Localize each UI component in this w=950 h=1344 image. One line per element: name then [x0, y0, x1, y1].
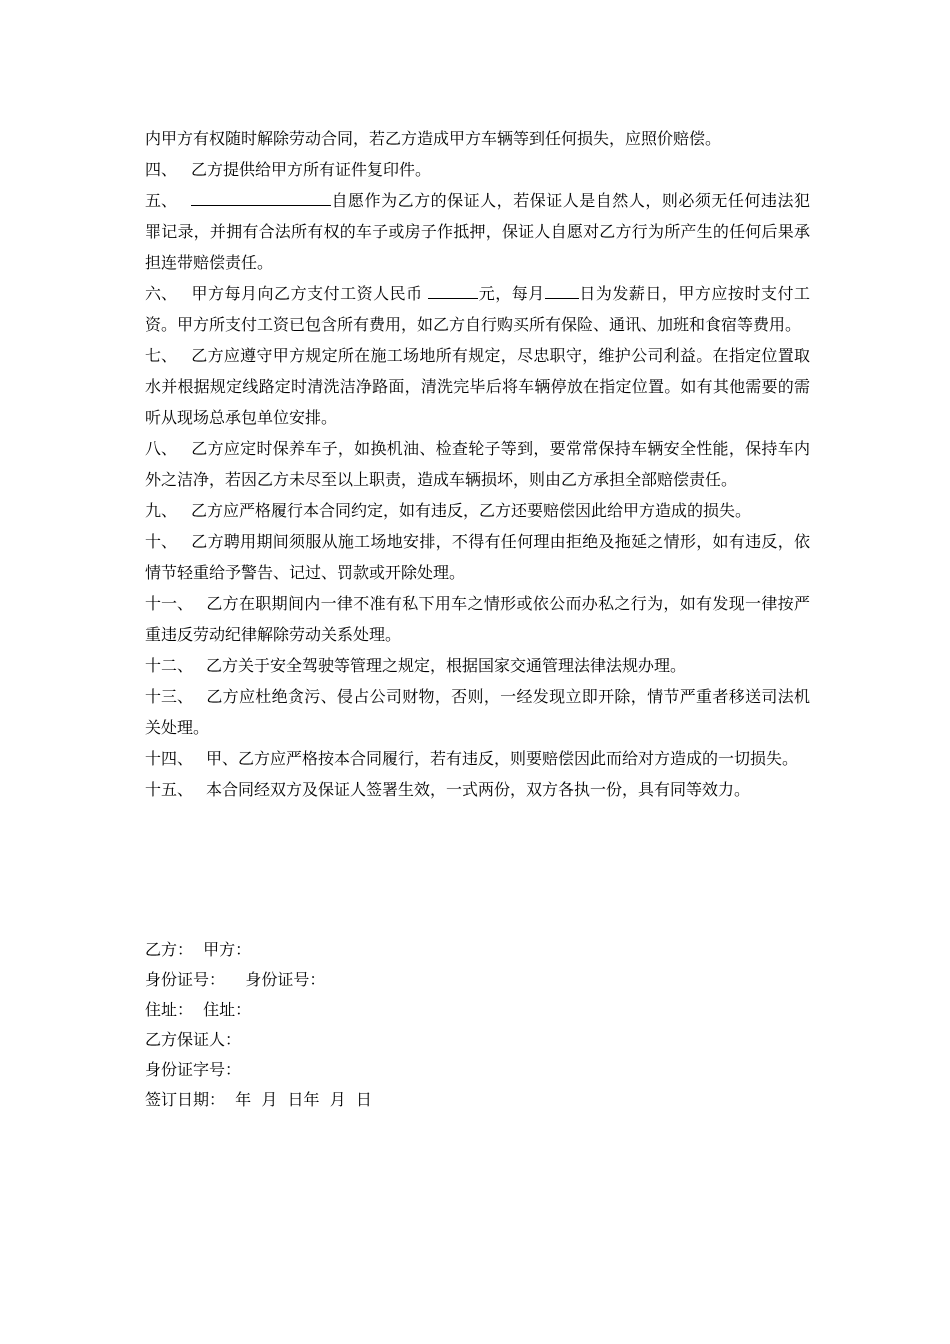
clause-text: 乙方应遵守甲方规定所在施工场地所有规定，尽忠职守，维护公司利益。在指定位置取水并根据规定线路定时清洗洁净路面，清洗完毕后将车辆停放在指定位置。如有其他需要的需听从现场总承包单位安排。	[145, 346, 810, 427]
clause-15	[145, 774, 810, 805]
id-number-line: 身份证号： 身份证号：	[145, 970, 326, 989]
clause-number: 六、	[145, 284, 178, 303]
clause-4	[145, 154, 810, 185]
payday-blank	[545, 280, 579, 299]
clause-number: 七、	[145, 346, 178, 365]
clause-text: 乙方聘用期间须服从施工场地安排，不得有任何理由拒绝及拖延之情形，如有违反，依情节轻重给予警告、记过、罚款或开除处理。	[145, 532, 810, 582]
clause-14	[145, 743, 810, 774]
clause-text: 自愿作为乙方的保证人，若保证人是自然人，则必须无任何违法犯罪记录，并拥有合法所有权的车子或房子作抵押，保证人自愿对乙方行为所产生的任何后果承担连带赔偿责任。	[145, 191, 810, 272]
clause-text: 本合同经双方及保证人签署生效，一式两份，双方各执一份，具有同等效力。	[206, 780, 751, 799]
clause-number: 四、	[145, 160, 178, 179]
clause-text: 乙方应杜绝贪污、侵占公司财物，否则，一经发现立即开除，情节严重者移送司法机关处理。	[145, 687, 810, 737]
clause-number: 十一、	[145, 594, 194, 613]
clause-text: 乙方应严格履行本合同约定，如有违反，乙方还要赔偿因此给甲方造成的损失。	[191, 501, 752, 520]
paragraph-text: 内甲方有权随时解除劳动合同，若乙方造成甲方车辆等到任何损失，应照价赔偿。	[145, 129, 722, 148]
clause-12	[145, 650, 810, 681]
clause-number: 九、	[145, 501, 178, 520]
signature-block	[145, 935, 745, 1115]
paragraph-continuation	[145, 123, 810, 154]
clause-9	[145, 495, 810, 526]
clause-text-a: 甲方每月向乙方支付工资人民币	[191, 284, 423, 303]
clause-number: 十三、	[145, 687, 194, 706]
clause-text: 乙方关于安全驾驶等管理之规定，根据国家交通管理法律法规办理。	[206, 656, 687, 675]
clause-10	[145, 526, 810, 588]
guarantor-line: 乙方保证人：	[145, 1030, 242, 1049]
clause-text: 甲、乙方应严格按本合同履行，若有违反，则要赔偿因此而给对方造成的一切损失。	[206, 749, 799, 768]
guarantor-id-line: 身份证字号：	[145, 1060, 242, 1079]
contract-body	[145, 123, 810, 805]
clause-text-b: 元，每月	[478, 284, 545, 303]
clause-6	[145, 278, 810, 340]
party-names-line: 乙方： 甲方：	[145, 940, 252, 959]
clause-11	[145, 588, 810, 650]
clause-text: 乙方提供给甲方所有证件复印件。	[191, 160, 432, 179]
guarantor-name-blank	[191, 187, 331, 206]
clause-8	[145, 433, 810, 495]
clause-number: 十二、	[145, 656, 194, 675]
address-line: 住址： 住址：	[145, 1000, 252, 1019]
salary-amount-blank	[428, 280, 478, 299]
clause-text: 乙方应定时保养车子，如换机油、检查轮子等到，要常常保持车辆安全性能，保持车内外之洁净，若因乙方未尽至以上职责，造成车辆损坏，则由乙方承担全部赔偿责任。	[145, 439, 810, 489]
clause-number: 十、	[145, 532, 178, 551]
signing-date-line: 签订日期： 年 月 日年 月 日	[145, 1090, 372, 1109]
clause-text: 乙方在职期间内一律不准有私下用车之情形或依公而办私之行为，如有发现一律按严重违反劳动纪律解除劳动关系处理。	[145, 594, 810, 644]
clause-13	[145, 681, 810, 743]
clause-7	[145, 340, 810, 433]
clause-number: 五、	[145, 191, 178, 210]
clause-text-c: 日为发薪日，甲方应按时支付工资。甲方所支付工资已包含所有费用，如乙方自行购买所有保险、通讯、加班和食宿等费用。	[145, 284, 810, 334]
clause-5	[145, 185, 810, 278]
clause-number: 十五、	[145, 780, 194, 799]
clause-number: 八、	[145, 439, 178, 458]
clause-number: 十四、	[145, 749, 194, 768]
